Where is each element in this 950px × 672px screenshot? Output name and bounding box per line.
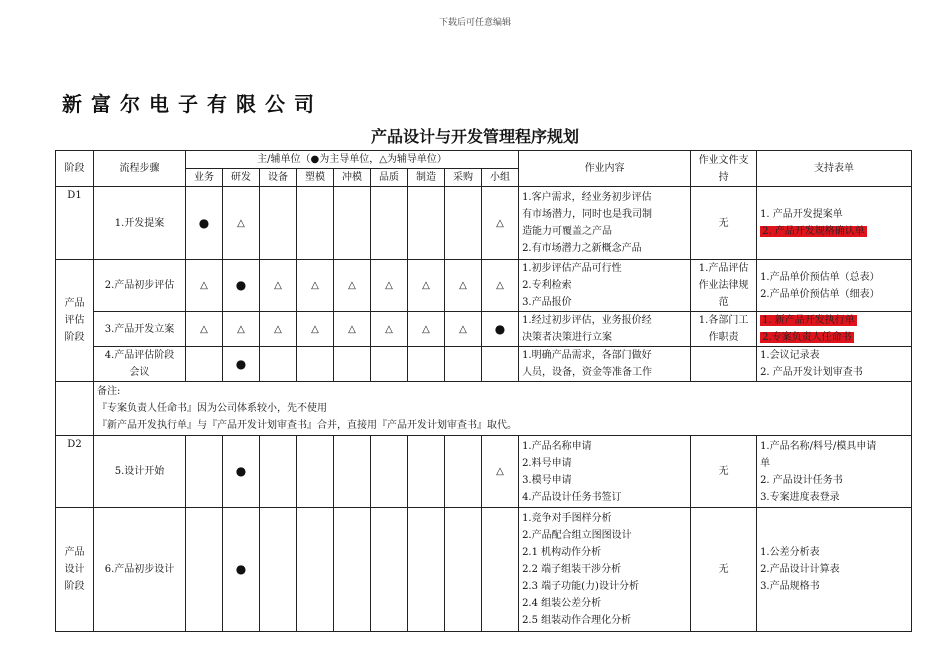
aux-unit-mark: △ [371, 312, 408, 347]
stage-code: D1 [56, 187, 94, 260]
table-row [56, 436, 912, 508]
work-docs [691, 312, 757, 347]
document-title: 产品设计与开发管理程序规划 [370, 127, 579, 146]
aux-unit-mark: △ [482, 187, 519, 260]
process-step [94, 347, 186, 382]
support-forms-line: 1. 产品开发提案单 [760, 209, 843, 220]
stage-name-line: 评估 [64, 315, 85, 326]
main-unit-mark: ● [223, 436, 260, 508]
work-content-line: 3.产品报价 [522, 297, 572, 308]
support-forms [757, 436, 912, 508]
work-content-line: 2.产品配合组立图图设计 [522, 530, 632, 541]
unit-cell [260, 347, 297, 382]
aux-unit-mark: △ [260, 312, 297, 347]
header-forms: 支持表单 [757, 151, 912, 187]
aux-unit-mark: △ [186, 312, 223, 347]
header-process: 流程步骤 [94, 151, 186, 187]
header-unit: 研发 [223, 169, 260, 187]
work-docs [691, 187, 757, 260]
unit-cell [260, 508, 297, 632]
header-unit: 设备 [260, 169, 297, 187]
header-note: 下载后可任意编辑 [438, 18, 511, 28]
notes-line: 『专案负责人任命书』因为公司体系较小，先不使用 [97, 403, 327, 414]
stage-name [56, 260, 94, 382]
main-unit-mark: ● [223, 347, 260, 382]
work-content-line: 1.竞争对手图样分析 [522, 513, 612, 524]
unit-cell [445, 347, 482, 382]
work-content-line: 2.料号申请 [522, 457, 572, 469]
support-forms-line [760, 223, 908, 240]
table-row [56, 508, 912, 632]
stage-code: D2 [56, 436, 94, 508]
unit-cell [408, 508, 445, 632]
table-row [56, 312, 912, 347]
work-content-line: 1.经过初步评估，业务报价经 [522, 315, 652, 326]
support-forms-line: 2. 产品设计任务书 [760, 474, 843, 486]
support-forms-line: 2.产品单价预估单（细表） [760, 288, 880, 300]
unit-cell [297, 187, 334, 260]
unit-cell [408, 436, 445, 508]
stage-name [56, 508, 94, 632]
table-row [56, 347, 912, 382]
work-docs-line: 范 [718, 297, 729, 308]
stage-name-line: 产品 [64, 547, 85, 558]
header-unit: 小组 [482, 169, 519, 187]
aux-unit-mark: △ [482, 436, 519, 508]
work-content-line: 4.产品设计任务书签订 [522, 491, 622, 503]
stage-name-line: 阶段 [64, 332, 85, 343]
work-docs-line: 1.各部门工 [698, 315, 749, 326]
work-content-line: 1.产品名称申请 [522, 440, 592, 452]
highlighted-form: 2. 产品开发规格确认单 [762, 226, 865, 237]
aux-unit-mark: △ [408, 312, 445, 347]
work-docs-line: 无 [718, 564, 729, 575]
work-content-line: 2.2 端子组装干涉分析 [522, 564, 622, 575]
work-content-line: 造能力可覆盖之产品 [522, 226, 613, 237]
unit-cell [482, 508, 519, 632]
support-forms-line: 1.会议记录表 [760, 350, 820, 361]
aux-unit-mark: △ [334, 260, 371, 312]
company-name: 新富尔电子有限公司 [62, 92, 323, 116]
work-content [519, 347, 691, 382]
stage-name-line: 阶段 [64, 581, 85, 592]
process-step: 2.产品初步评估 [94, 260, 186, 312]
support-forms [757, 187, 912, 260]
work-docs-line: 无 [718, 466, 729, 477]
highlighted-form: 2.专案负责人任命书 [762, 332, 852, 343]
work-docs-line: 作职责 [708, 332, 739, 343]
header-unit: 品质 [371, 169, 408, 187]
work-docs-line: 作业法律规 [698, 280, 749, 291]
main-unit-mark: ● [482, 312, 519, 347]
unit-cell [371, 436, 408, 508]
unit-cell [371, 508, 408, 632]
header-units-group: 主/辅单位（●为主导单位，△为辅导单位） [186, 151, 519, 169]
unit-cell [334, 187, 371, 260]
work-docs [691, 508, 757, 632]
aux-unit-mark: △ [334, 312, 371, 347]
unit-cell [297, 347, 334, 382]
support-forms-line: 3.产品规格书 [760, 581, 820, 592]
work-content-line: 有市场潜力，同时也是我司制 [522, 209, 653, 220]
support-forms-line [760, 312, 908, 329]
aux-unit-mark: △ [260, 260, 297, 312]
support-forms [757, 312, 912, 347]
unit-cell [297, 436, 334, 508]
unit-cell [334, 508, 371, 632]
unit-cell [186, 347, 223, 382]
unit-cell [186, 508, 223, 632]
work-docs [691, 260, 757, 312]
work-content-line: 决策者决策进行立案 [522, 332, 613, 343]
unit-cell [334, 436, 371, 508]
unit-cell [445, 508, 482, 632]
process-table [55, 150, 912, 632]
work-content-line: 2.专利检索 [522, 280, 572, 291]
main-unit-mark: ● [186, 187, 223, 260]
stage-name-line: 设计 [64, 564, 85, 575]
unit-cell [260, 436, 297, 508]
support-forms-line: 3.专案进度表登录 [760, 491, 840, 503]
notes-line: 『新产品开发执行单』与『产品开发计划审查书』合并，直接用『产品开发计划审查书』取代。 [97, 420, 517, 431]
header-unit: 业务 [186, 169, 223, 187]
unit-cell [371, 187, 408, 260]
unit-cell [408, 187, 445, 260]
stage-name-line: 产品 [64, 298, 85, 309]
support-forms [757, 347, 912, 382]
unit-cell [186, 436, 223, 508]
unit-cell [445, 187, 482, 260]
support-forms-line: 1.产品单价预估单（总表） [760, 271, 880, 283]
process-step-line: 会议 [129, 367, 150, 378]
work-content-line: 2.4 组装公差分析 [522, 598, 602, 609]
unit-cell [297, 508, 334, 632]
support-forms-line: 2.产品设计计算表 [760, 564, 840, 575]
work-content-line: 1.客户需求，经业务初步评估 [522, 192, 652, 203]
work-content-line: 3.模号申请 [522, 474, 572, 486]
process-step: 1.开发提案 [94, 187, 186, 260]
main-unit-mark: ● [223, 260, 260, 312]
work-content-line: 1.初步评估产品可行性 [522, 263, 622, 274]
header-unit: 冲模 [334, 169, 371, 187]
aux-unit-mark: △ [297, 260, 334, 312]
unit-cell [371, 347, 408, 382]
table-row [56, 187, 912, 260]
support-forms-line: 2. 产品开发计划审查书 [760, 367, 863, 378]
aux-unit-mark: △ [408, 260, 445, 312]
support-forms-line: 单 [760, 457, 771, 469]
aux-unit-mark: △ [223, 187, 260, 260]
support-forms-line [760, 329, 908, 346]
support-forms [757, 508, 912, 632]
work-docs [691, 347, 757, 382]
unit-cell [408, 347, 445, 382]
work-content-line: 2.1 机构动作分析 [522, 547, 602, 558]
work-docs-line: 1.产品评估 [698, 263, 749, 274]
unit-cell [445, 436, 482, 508]
work-content [519, 260, 691, 312]
notes-cell [94, 382, 912, 436]
stage-blank [56, 382, 94, 436]
process-step-line: 4.产品评估阶段 [104, 350, 175, 361]
support-forms-line: 1.产品名称/料号/模具申请 [760, 440, 877, 452]
header-unit: 塑模 [297, 169, 334, 187]
unit-cell [482, 347, 519, 382]
work-content-line: 2.有市场潜力之新概念产品 [522, 243, 642, 254]
notes-row [56, 382, 912, 436]
notes-title: 备注: [97, 386, 121, 397]
unit-cell [260, 187, 297, 260]
work-content [519, 508, 691, 632]
aux-unit-mark: △ [371, 260, 408, 312]
table-row [56, 260, 912, 312]
header-docs: 作业文件支持 [691, 151, 757, 187]
header-unit: 采购 [445, 169, 482, 187]
main-unit-mark: ● [223, 508, 260, 632]
work-content [519, 312, 691, 347]
process-step: 5.设计开始 [94, 436, 186, 508]
process-step: 3.产品开发立案 [94, 312, 186, 347]
aux-unit-mark: △ [445, 312, 482, 347]
aux-unit-mark: △ [297, 312, 334, 347]
header-stage: 阶段 [56, 151, 94, 187]
work-content-line: 人员，设备，资金等准备工作 [522, 367, 653, 378]
work-content-line: 1.明确产品需求，各部门做好 [522, 350, 652, 361]
unit-cell [334, 347, 371, 382]
process-step: 6.产品初步设计 [94, 508, 186, 632]
work-content [519, 187, 691, 260]
highlighted-form: 1. 新产品开发执行单 [762, 315, 855, 326]
aux-unit-mark: △ [445, 260, 482, 312]
header-content: 作业内容 [519, 151, 691, 187]
work-content [519, 436, 691, 508]
work-content-line: 2.3 端子功能(力)设计分析 [522, 581, 639, 592]
header-unit: 制造 [408, 169, 445, 187]
support-forms-line: 1.公差分析表 [760, 547, 820, 558]
support-forms [757, 260, 912, 312]
aux-unit-mark: △ [482, 260, 519, 312]
work-docs [691, 436, 757, 508]
aux-unit-mark: △ [186, 260, 223, 312]
aux-unit-mark: △ [223, 312, 260, 347]
work-content-line: 2.5 组装动作合理化分析 [522, 615, 632, 626]
work-docs-line: 无 [718, 217, 729, 229]
